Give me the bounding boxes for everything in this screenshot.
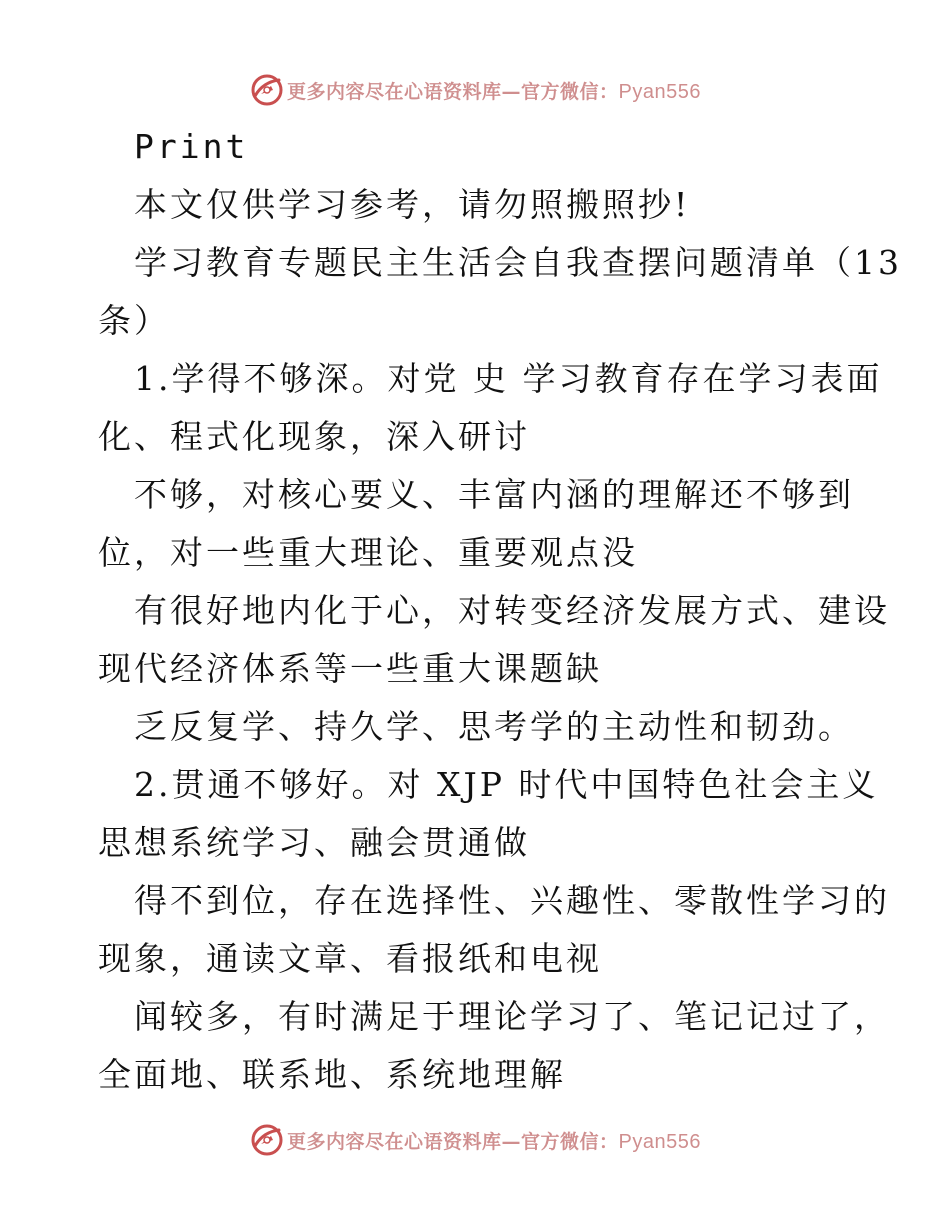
paragraph-line: 现象，通读文章、看报纸和电视 [98, 939, 602, 978]
paragraph-line: 思想系统学习、融会贯通做 [98, 823, 530, 862]
watermark-label: 更多内容尽在心语资料库—官方微信： [287, 1130, 619, 1153]
paragraph-line: 1.学得不够深。对党 史 学习教育存在学习表面 [134, 359, 883, 398]
print-label: Print [134, 127, 249, 166]
seal-logo-icon [249, 1122, 285, 1158]
seal-logo-icon [249, 72, 285, 108]
document-body [98, 118, 902, 1104]
paragraph-line: 乏反复学、持久学、思考学的主动性和韧劲。 [134, 707, 854, 746]
paragraph-line: 闻较多，有时满足于理论学习了、笔记记过了， [134, 997, 890, 1036]
paragraph-line: 现代经济体系等一些重大课题缺 [98, 649, 602, 688]
watermark-text [287, 1127, 701, 1154]
watermark-wechat-id: Pyan556 [618, 80, 701, 103]
paragraph-line: 化、程式化现象，深入研讨 [98, 417, 530, 456]
watermark-text [287, 77, 701, 104]
paragraph-line: 不够，对核心要义、丰富内涵的理解还不够到 [134, 475, 854, 514]
paragraph-line: 有很好地内化于心，对转变经济发展方式、建设 [134, 591, 890, 630]
document-title-line-1: 学习教育专题民主生活会自我查摆问题清单（13 [134, 243, 902, 282]
watermark-wechat-id: Pyan556 [618, 1130, 701, 1153]
header-watermark [0, 70, 950, 110]
paragraph-line: 位，对一些重大理论、重要观点没 [98, 533, 638, 572]
disclaimer-line: 本文仅供学习参考，请勿照搬照抄! [134, 185, 691, 224]
paragraph-line: 得不到位，存在选择性、兴趣性、零散性学习的 [134, 881, 890, 920]
watermark-label: 更多内容尽在心语资料库—官方微信： [287, 80, 619, 103]
document-title-line-2: 条） [98, 301, 170, 340]
paragraph-line: 2.贯通不够好。对 XJP 时代中国特色社会主义 [134, 765, 879, 804]
footer-watermark [0, 1120, 950, 1160]
paragraph-line: 全面地、联系地、系统地理解 [98, 1055, 566, 1094]
